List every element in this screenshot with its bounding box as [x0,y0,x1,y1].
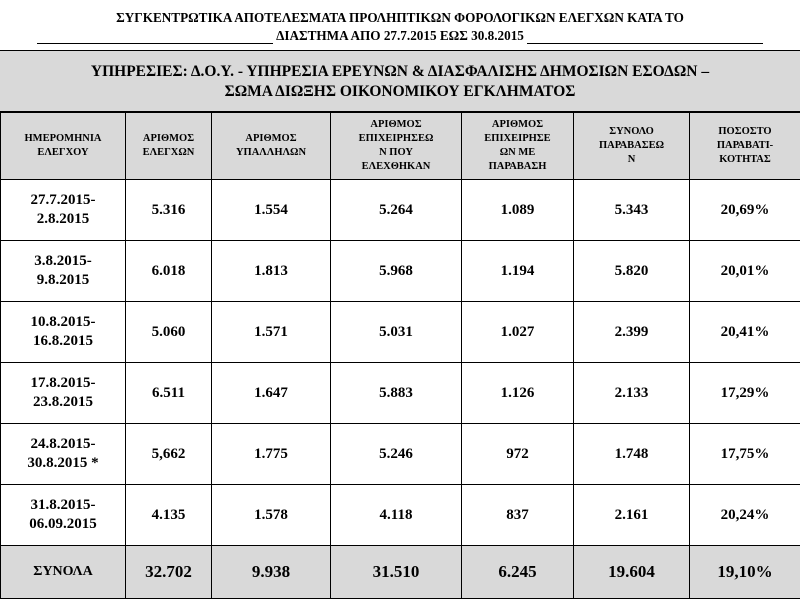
value-cell: 1.748 [574,424,690,485]
report-title-line1: ΣΥΓΚΕΝΤΡΩΤΙΚΑ ΑΠΟΤΕΛΕΣΜΑΤΑ ΠΡΟΛΗΠΤΙΚΩΝ ΦΟΡΟΛΟΓΙΚΩΝ ΕΛΕΓΧΩΝ ΚΑΤΑ ΤΟ [116,10,684,25]
value-cell: 1.554 [212,180,331,241]
value-cell: 2.161 [574,485,690,546]
column-header-line: ΑΡΙΘΜΟΣ [491,119,544,130]
value-cell: 1.775 [212,424,331,485]
table-row [1,180,800,241]
value-cell: 837 [462,485,574,546]
total-cell: 19.604 [574,546,690,599]
value-cell: 5,662 [126,424,212,485]
date-cell [1,424,126,485]
table-row [1,241,800,302]
date-line: 23.8.2015 [33,394,93,410]
value-cell: 1.089 [462,180,574,241]
column-header-line: ΥΠΑΛΛΗΛΩΝ [235,147,307,158]
value-cell: 1.571 [212,302,331,363]
report-title-line2 [0,28,800,44]
underline-left [37,31,273,44]
value-cell: 2.133 [574,363,690,424]
date-line: 16.8.2015 [33,333,93,349]
column-header-line: ΗΜΕΡΟΜΗΝΙΑ [24,133,102,144]
services-line1: ΥΠΗΡΕΣΙΕΣ: Δ.Ο.Υ. - ΥΠΗΡΕΣΙΑ ΕΡΕΥΝΩΝ & ΔΙΑΣΦΑΛΙΣΗΣ ΔΗΜΟΣΙΩΝ ΕΣΟΔΩΝ – [90,63,710,80]
value-cell: 20,69% [690,180,800,241]
value-cell: 5.060 [126,302,212,363]
value-cell: 1.126 [462,363,574,424]
column-header-line: ΠΑΡΑΒΑΤΙ- [716,140,774,151]
report-title-period: ΔΙΑΣΤΗΜΑ ΑΠΟ 27.7.2015 ΕΩΣ 30.8.2015 [276,28,524,43]
totals-label: ΣΥΝΟΛΑ [1,546,126,599]
column-header [690,113,800,180]
column-header-line: ΠΑΡΑΒΑΣΗ [488,161,547,172]
column-header-line: ΑΡΙΘΜΟΣ [245,133,297,144]
column-header-line: ΣΥΝΟΛΟ [609,126,654,137]
column-header [462,113,574,180]
column-header [331,113,462,180]
column-header [574,113,690,180]
column-header-line: ΕΛΕΧΘΗΚΑΝ [361,161,431,172]
value-cell: 17,75% [690,424,800,485]
column-header-line: ΕΛΕΓΧΟΥ [37,147,89,158]
value-cell: 4.118 [331,485,462,546]
underline-right [527,31,763,44]
column-header-line: ΠΟΣΟΣΤΟ [718,126,772,137]
date-line: 10.8.2015- [30,314,96,330]
value-cell: 1.194 [462,241,574,302]
table-row [1,363,800,424]
date-line: 17.8.2015- [30,375,96,391]
date-line: 27.7.2015- [30,192,96,208]
column-header-line: ΕΠΙΧΕΙΡΗΣΕ [484,133,551,144]
total-cell: 32.702 [126,546,212,599]
date-cell [1,241,126,302]
value-cell: 17,29% [690,363,800,424]
date-line: 30.8.2015 * [27,455,99,471]
date-line: 3.8.2015- [34,253,92,269]
column-header [1,113,126,180]
column-header-line: Ν [627,154,636,165]
date-line: 2.8.2015 [36,211,90,227]
date-cell [1,180,126,241]
value-cell: 972 [462,424,574,485]
date-cell [1,302,126,363]
column-header-line: ΕΠΙΧΕΙΡΗΣΕΩ [358,133,434,144]
value-cell: 5.316 [126,180,212,241]
total-cell: 9.938 [212,546,331,599]
services-banner [0,50,800,112]
column-header [126,113,212,180]
date-cell [1,363,126,424]
value-cell: 6.018 [126,241,212,302]
results-table [0,112,800,599]
value-cell: 20,41% [690,302,800,363]
value-cell: 5.264 [331,180,462,241]
header-row [1,113,800,180]
value-cell: 1.647 [212,363,331,424]
value-cell: 5.968 [331,241,462,302]
value-cell: 5.031 [331,302,462,363]
value-cell: 4.135 [126,485,212,546]
column-header-line: ΑΡΙΘΜΟΣ [370,119,422,130]
column-header [212,113,331,180]
column-header-line: ΑΡΙΘΜΟΣ [142,133,195,144]
column-header-line: Ν ΠΟΥ [379,147,413,158]
column-header-line: ΠΑΡΑΒΑΣΕΩ [598,140,665,151]
value-cell: 1.578 [212,485,331,546]
value-cell: 1.813 [212,241,331,302]
report-title [0,0,800,50]
total-cell: 31.510 [331,546,462,599]
services-line2: ΣΩΜΑ ΔΙΩΞΗΣ ΟΙΚΟΝΟΜΙΚΟΥ ΕΓΚΛΗΜΑΤΟΣ [224,83,576,100]
table-row [1,485,800,546]
total-cell: 19,10% [690,546,800,599]
table-row [1,424,800,485]
value-cell: 20,24% [690,485,800,546]
table-row [1,302,800,363]
date-line: 06.09.2015 [29,516,97,532]
value-cell: 2.399 [574,302,690,363]
total-cell: 6.245 [462,546,574,599]
value-cell: 5.883 [331,363,462,424]
value-cell: 1.027 [462,302,574,363]
column-header-line: ΚΟΤΗΤΑΣ [719,154,771,165]
date-line: 24.8.2015- [30,436,96,452]
value-cell: 6.511 [126,363,212,424]
table-body [1,180,800,546]
date-line: 31.8.2015- [30,497,96,513]
date-line: 9.8.2015 [36,272,90,288]
value-cell: 5.343 [574,180,690,241]
column-header-line: ΩΝ ΜΕ [499,147,536,158]
column-header-line: ΕΛΕΓΧΩΝ [142,147,195,158]
totals-row [1,546,800,599]
date-cell [1,485,126,546]
value-cell: 5.246 [331,424,462,485]
value-cell: 20,01% [690,241,800,302]
value-cell: 5.820 [574,241,690,302]
